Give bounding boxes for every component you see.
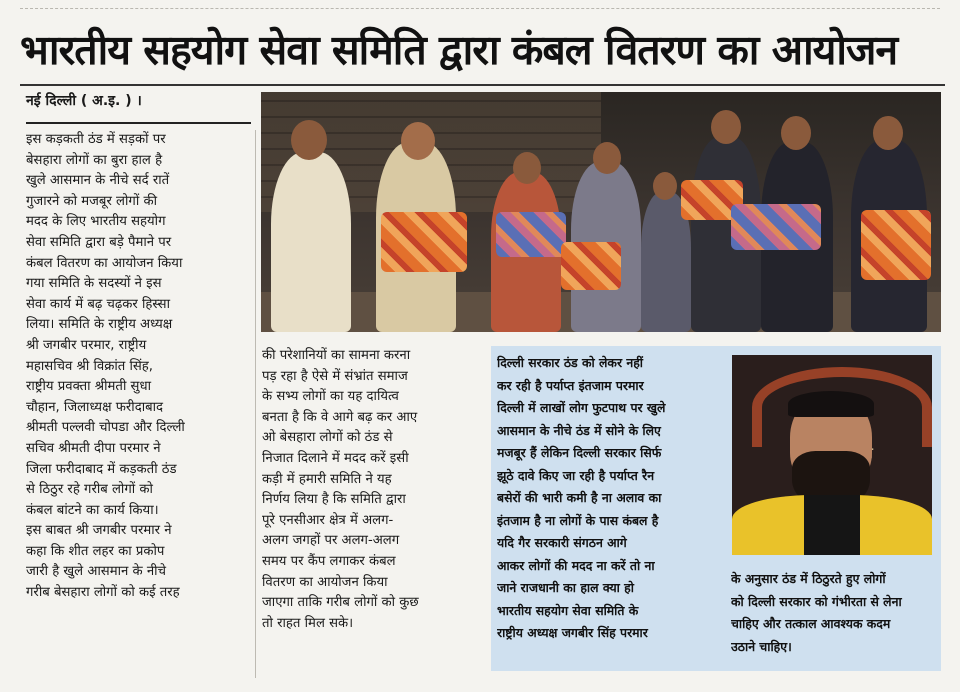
photo-blanket (381, 212, 467, 272)
portrait-hair (788, 391, 874, 417)
article-line: पूरे एनसीआर क्षेत्र में अलग- (262, 512, 394, 528)
portrait-photo (732, 355, 932, 555)
sidebar-line: आसमान के नीचे ठंड में सोने के लिए (497, 422, 661, 438)
dateline-rule (26, 122, 251, 124)
article-line: की परेशानियों का सामना करना (262, 348, 411, 363)
sidebar-line: मजबूर हैं लेकिन दिल्ली सरकार सिर्फ (497, 445, 662, 460)
sidebar-line: को दिल्ली सरकार को गंभीरता से लेना (731, 593, 902, 609)
article-line: गुजारने को मजबूर लोगों की (26, 193, 157, 209)
sidebar-line: चाहिए और तत्काल आवश्यक कदम (731, 616, 891, 631)
article-line: बेसहारा लोगों का बुरा हाल है (26, 152, 163, 168)
photo-blanket (861, 210, 931, 280)
article-line: महासचिव श्री विक्रांत सिंह, (26, 358, 154, 374)
photo-head (291, 120, 327, 160)
article-line: समय पर कैंप लगाकर कंबल (262, 553, 396, 569)
photo-blanket (561, 242, 621, 290)
article-column-2 (262, 346, 476, 676)
photo-head (781, 116, 811, 150)
article-line: राष्ट्रीय प्रवक्ता श्रीमती सुधा (26, 379, 151, 395)
sidebar-line: बसेरों की भारी कमी है ना अलाव का (497, 490, 662, 505)
photo-head (401, 122, 435, 160)
article-line: सेवा समिति द्वारा बड़े पैमाने पर (26, 234, 172, 250)
column-divider (255, 130, 256, 678)
sidebar-line: जाने राजधानी का हाल क्या हो (497, 580, 634, 595)
photo-head (653, 172, 677, 200)
photo-head (873, 116, 903, 150)
article-line: कंबल बांटने का कार्य किया। (26, 502, 159, 518)
sidebar-line: उठाने चाहिए। (731, 638, 792, 654)
sidebar-line: कर रही है पर्याप्त इंतजाम परमार (497, 377, 644, 393)
article-line: जाएगा ताकि गरीब लोगों को कुछ (262, 595, 419, 611)
article-line: इस बाबत श्री जगबीर परमार ने (26, 523, 172, 539)
article-line: चौहान, जिलाध्यक्ष फरीदाबाद (26, 399, 164, 415)
photo-head (593, 142, 621, 174)
article-line: जारी है खुले आसमान के नीचे (26, 564, 166, 580)
article-line: श्री जगबीर परमार, राष्ट्रीय (26, 337, 147, 353)
article-line: अलग जगहों पर अलग-अलग (262, 533, 400, 549)
article-line: निजात दिलाने में मदद करें इसी (262, 450, 409, 466)
sidebar-line: आकर लोगों की मदद ना करें तो ना (497, 557, 655, 573)
article-line: इस कड़कती ठंड में सड़कों पर (26, 132, 166, 147)
article-line: निर्णय लिया है कि समिति द्वारा (262, 492, 406, 508)
photo-blanket (731, 204, 821, 250)
sidebar-line: दिल्ली में लाखों लोग फुटपाथ पर खुले (497, 400, 666, 415)
article-line: पड़ रहा है ऐसे में संभ्रांत समाज (262, 368, 408, 384)
article-line: गरीब बेसहारा लोगों को कई तरह (26, 585, 180, 601)
article-line: जिला फरीदाबाद में कड़कती ठंड (26, 461, 177, 477)
sidebar-box-text-continued (731, 568, 939, 658)
article-line: गया समिति के सदस्यों ने इस (26, 276, 162, 292)
news-photo (261, 92, 941, 332)
photo-blanket (496, 212, 566, 257)
article-line: लिया। समिति के राष्ट्रीय अध्यक्ष (26, 317, 173, 333)
sidebar-line: के अनुसार ठंड में ठिठुरते हुए लोगों (731, 571, 886, 586)
article-column-1 (26, 130, 250, 675)
article-line: सचिव श्रीमती दीपा परमार ने (26, 440, 161, 456)
headline-rule (20, 84, 945, 86)
headline: भारतीय सहयोग सेवा समिति द्वारा कंबल वितरण का आयोजन (20, 26, 898, 74)
photo-head (711, 110, 741, 144)
article-line: कंबल वितरण का आयोजन किया (26, 255, 183, 271)
article-line: कड़ी में हमारी समिति ने यह (262, 471, 392, 487)
sidebar-line: यदि गैर सरकारी संगठन आगे (497, 535, 627, 550)
article-line: श्रीमती पल्लवी चोपडा और दिल्ली (26, 420, 185, 436)
sidebar-line: झूठे दावे किए जा रही है पर्याप्त रैन (497, 467, 655, 483)
sidebar-line: राष्ट्रीय अध्यक्ष जगबीर सिंह परमार (497, 625, 648, 640)
sidebar-line: भारतीय सहयोग सेवा समिति के (497, 602, 639, 618)
sidebar-box-text (497, 352, 719, 645)
photo-person (271, 152, 351, 332)
article-line: तो राहत मिल सके। (262, 615, 354, 631)
article-line: सेवा कार्य में बढ़ चढ़कर हिस्सा (26, 296, 170, 312)
sidebar-line: इंतजाम है ना लोगों के पास कंबल है (497, 512, 659, 528)
clip-edge (20, 0, 940, 9)
sidebar-line: दिल्ली सरकार ठंड को लेकर नहीं (497, 355, 643, 370)
article-line: खुले आसमान के नीचे सर्द रातें (26, 173, 170, 189)
article-line: बनता है कि वे आगे बढ़ कर आए (262, 409, 418, 425)
portrait-shirt (804, 495, 860, 555)
photo-head (513, 152, 541, 184)
article-line: के सभ्य लोगों का यह दायित्व (262, 389, 399, 405)
article-line: मदद के लिए भारतीय सहयोग (26, 214, 166, 230)
article-line: ओ बेसहारा लोगों को ठंड से (262, 430, 393, 446)
dateline: नई दिल्ली ( अ.इ. ) । (26, 93, 142, 109)
article-line: कहा कि शीत लहर का प्रकोप (26, 543, 165, 559)
article-line: से ठिठुर रहे गरीब लोगों को (26, 482, 153, 498)
article-line: वितरण का आयोजन किया (262, 574, 388, 590)
